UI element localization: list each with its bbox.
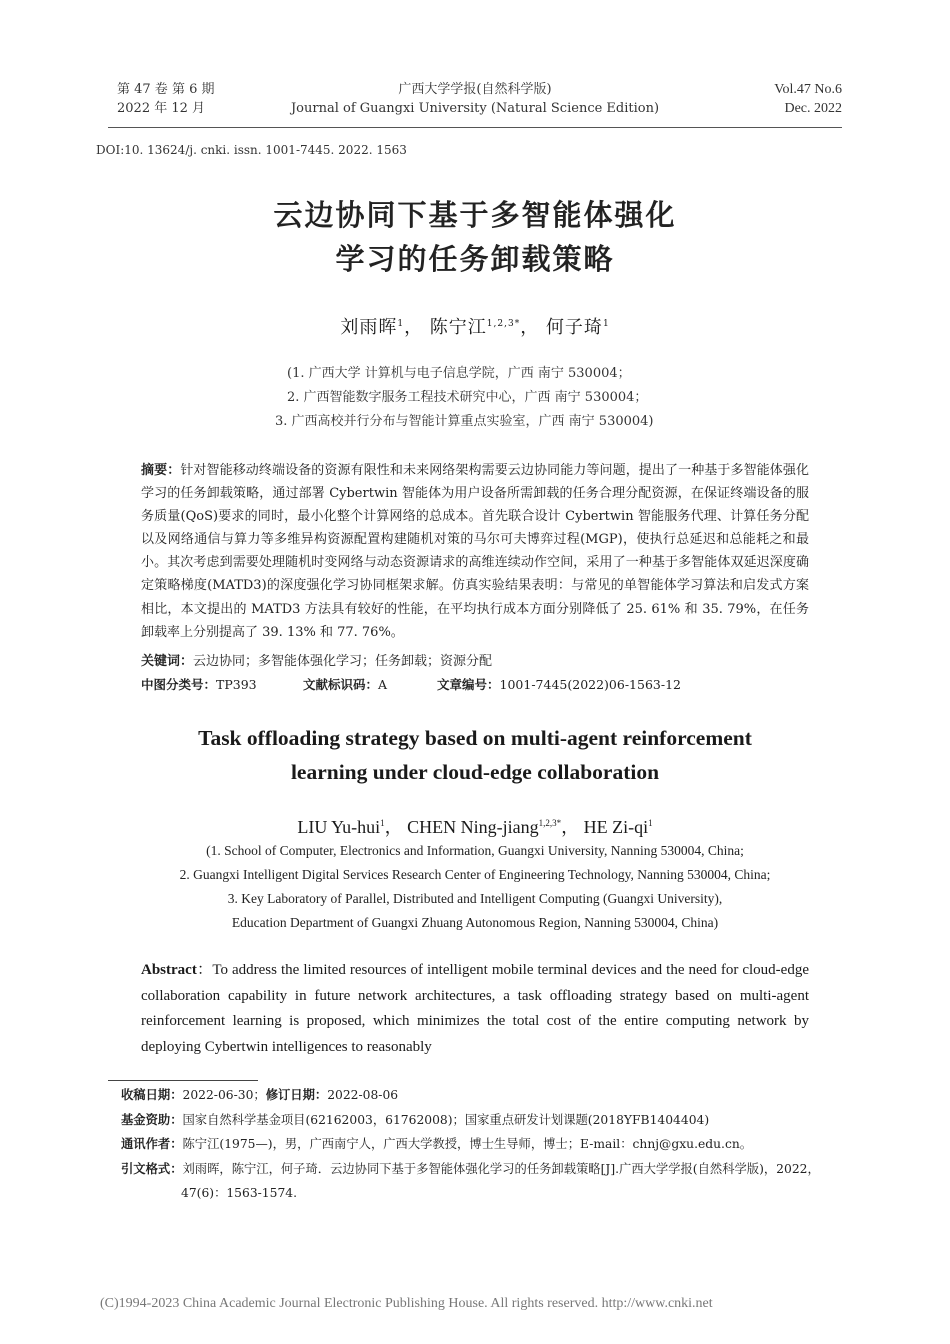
title-en-line1: Task offloading strategy based on multi-agent reinforcement bbox=[198, 726, 752, 750]
funding-label: 基金资助： bbox=[121, 1112, 183, 1127]
affiliation-en: 3. Key Laboratory of Parallel, Distributed and Intelligent Computing (Guangxi University), bbox=[227, 891, 723, 906]
abstract-cn bbox=[141, 459, 809, 644]
abstract-en-text: To address the limited resources of intelligent mobile terminal devices and the need for cloud-edge collaboration capability in future network architectures, a task offloading strategy based on multi-agent reinforcement learning is proposed, which minimizes the total cost of the entire computing network by deploying Cybertwin intelligences to reasonably bbox=[141, 962, 809, 1056]
affiliations-en bbox=[0, 839, 950, 935]
abstract-en-label: Abstract bbox=[141, 962, 197, 978]
affiliation-cn: (1. 广西大学 计算机与电子信息学院，广西 南宁 530004； bbox=[287, 366, 631, 381]
doc-code bbox=[303, 675, 387, 693]
affiliations-cn bbox=[275, 362, 654, 434]
article-number bbox=[437, 675, 681, 693]
affiliation-cn: 2. 广西智能数字服务工程技术研究中心，广西 南宁 530004； bbox=[287, 390, 648, 405]
header-date-en: Dec. 2022 bbox=[784, 101, 842, 116]
revised-value: 2022-08-06 bbox=[327, 1088, 399, 1102]
author-en-affil: 1 bbox=[648, 818, 653, 828]
funding bbox=[121, 1108, 843, 1133]
title-cn-line2: 学习的任务卸载策略 bbox=[335, 242, 615, 276]
author-en-affil: 1,2,3* bbox=[538, 818, 562, 828]
footnote-divider bbox=[108, 1080, 258, 1081]
affiliation-en: Education Department of Guangxi Zhuang Autonomous Region, Nanning 530004, China) bbox=[231, 915, 719, 930]
keywords-text: 云边协同；多智能体强化学习；任务卸载；资源分配 bbox=[193, 654, 493, 669]
author-cn: 何子琦 bbox=[545, 317, 603, 338]
clc-label: 中图分类号： bbox=[141, 677, 217, 692]
title-cn-line1: 云边协同下基于多智能体强化 bbox=[273, 198, 677, 232]
author-sep: ， bbox=[404, 317, 424, 338]
corresponding-author bbox=[121, 1132, 843, 1157]
journal-name-en: Journal of Guangxi University (Natural Science Edition) bbox=[290, 101, 660, 116]
paper-title-cn bbox=[0, 193, 950, 281]
header-divider bbox=[108, 127, 842, 128]
authors-cn bbox=[0, 313, 950, 339]
title-en-line2: learning under cloud-edge collaboration bbox=[290, 760, 660, 784]
abstract-cn-label: 摘要： bbox=[141, 463, 181, 478]
received-value: 2022-06-30； bbox=[182, 1088, 266, 1102]
citation-value: 刘雨晖，陈宁江，何子琦．云边协同下基于多智能体强化学习的任务卸载策略[J].广西大学学报(自然科学版)，2022，47(6)：1563-1574. bbox=[181, 1161, 820, 1200]
keywords-cn bbox=[141, 650, 809, 673]
paper-title-en bbox=[0, 721, 950, 789]
journal-name-cn: 广西大学学报(自然科学版) bbox=[398, 82, 552, 97]
abstract-en-colon: ： bbox=[196, 962, 213, 978]
header-date-cn: 2022 年 12 月 bbox=[117, 101, 206, 116]
author-en-affil: 1 bbox=[380, 818, 385, 828]
funding-value: 国家自然科学基金项目(62162003，61762008)；国家重点研发计划课题(2018YFB1404404) bbox=[182, 1112, 710, 1127]
classification-row bbox=[141, 675, 257, 693]
author-cn: 刘雨晖 bbox=[340, 317, 398, 338]
clc-value: TP393 bbox=[216, 677, 257, 692]
author-sep: ， bbox=[384, 817, 403, 837]
affiliation-cn: 3. 广西高校并行分布与智能计算重点实验室，广西 南宁 530004) bbox=[275, 414, 654, 429]
author-en: HE Zi-qi bbox=[583, 817, 649, 837]
doc-code-label: 文献标识码： bbox=[303, 677, 379, 692]
revised-label: 修订日期： bbox=[265, 1088, 328, 1102]
affiliation-en: (1. School of Computer, Electronics and Information, Guangxi University, Nanning 530004, China; bbox=[206, 843, 744, 858]
received-dates bbox=[121, 1083, 843, 1108]
author-sep: ， bbox=[561, 817, 580, 837]
volume-issue-en bbox=[774, 80, 842, 118]
author-cn-affil: 1,2,3* bbox=[486, 319, 521, 329]
copyright-footer: (C)1994-2023 China Academic Journal Electronic Publishing House. All rights reserved. http://www.cnki.net bbox=[100, 1296, 713, 1311]
author-en: LIU Yu-hui bbox=[297, 817, 381, 837]
abstract-en bbox=[141, 958, 809, 1061]
abstract-cn-text: 针对智能移动终端设备的资源有限性和未来网络架构需要云边协同能力等问题，提出了一种基于多智能体强化学习的任务卸载策略，通过部署 Cybertwin 智能体为用户设备所需卸载的任务合理分配资源，在保证终端设备的服务质量(QoS)要求的同时，最小化整个计算网络的总成本。首先联合设计 Cybertwin 智能服务代理、计算任务分配以及网络通信与算力等多维异构资源配置构建随机对策的马尔可夫博弈过程(MGP)，使执行总延迟和总能耗之和最小。其次考虑到需要处理随机时变网络与动态资源请求的高维连续动作空间，采用了一种基于多智能体双延迟深度确定策略梯度(MATD3)的深度强化学习协同框架求解。仿真实验结果表明：与常见的单智能体学习算法和启发式方案相比，本文提出的 MATD3 方法具有较好的性能，在平均执行成本方面分别降低了 25. 61% 和 35. 79%，在任务卸载率上分别提高了 39. 13% 和 77. 76%。 bbox=[141, 463, 809, 640]
citation-format bbox=[121, 1157, 843, 1206]
author-cn: 陈宁江 bbox=[429, 317, 487, 338]
article-number-label: 文章编号： bbox=[437, 677, 500, 692]
keywords-label: 关键词： bbox=[141, 654, 194, 669]
article-number-value: 1001-7445(2022)06-1563-12 bbox=[499, 677, 681, 692]
header-volume-en: Vol.47 No.6 bbox=[774, 82, 842, 97]
authors-en bbox=[0, 813, 950, 839]
citation-label: 引文格式： bbox=[121, 1161, 183, 1176]
affiliation-en: 2. Guangxi Intelligent Digital Services Research Center of Engineering Technology, Nanning 530004, China; bbox=[179, 867, 771, 882]
doc-code-value: A bbox=[378, 677, 388, 692]
author-cn-affil: 1 bbox=[602, 319, 610, 329]
author-sep: ， bbox=[520, 317, 540, 338]
corresponding-value: 陈宁江(1975—)，男，广西南宁人，广西大学教授，博士生导师，博士；E-mail：chnj@gxu.edu.cn。 bbox=[182, 1137, 753, 1151]
received-label: 收稿日期： bbox=[121, 1088, 183, 1102]
header-volume: 第 47 卷 第 6 期 bbox=[117, 82, 215, 97]
corresponding-label: 通讯作者： bbox=[121, 1137, 183, 1151]
doi: DOI:10. 13624/j. cnki. issn. 1001-7445. 2022. 1563 bbox=[96, 143, 407, 157]
author-cn-affil: 1 bbox=[397, 319, 405, 329]
author-en: CHEN Ning-jiang bbox=[407, 817, 539, 837]
footnotes bbox=[121, 1083, 843, 1206]
